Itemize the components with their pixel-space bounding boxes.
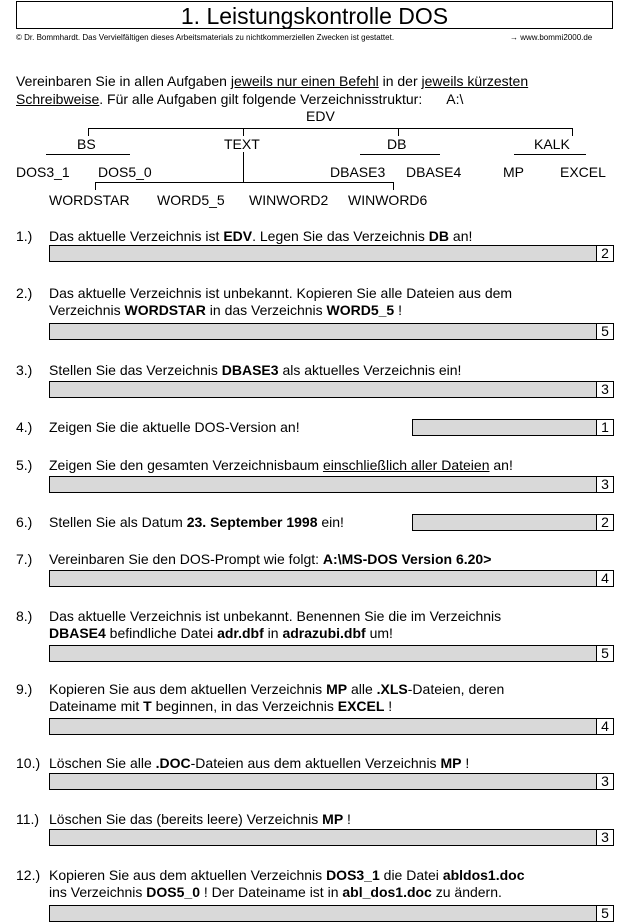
question-text: ein!: [317, 514, 344, 530]
question-text: zu ändern.: [431, 884, 502, 900]
answer-field[interactable]: [49, 645, 597, 662]
question-keyword: EDV: [223, 228, 253, 244]
question-text: Löschen Sie alle: [49, 755, 156, 771]
points-box: 1: [596, 419, 614, 436]
question-text: Das aktuelle Verzeichnis ist: [49, 228, 224, 244]
question-text: . Legen Sie das Verzeichnis: [252, 228, 429, 244]
question-line: [49, 867, 597, 884]
points-box: 3: [596, 381, 614, 398]
tree-node-wordstar: WORDSTAR: [49, 192, 130, 208]
question-text: beginnen, in das Verzeichnis: [151, 698, 338, 714]
question-text: in das Verzeichnis: [205, 302, 327, 318]
tree-line: [243, 152, 244, 182]
question-text: ins Verzeichnis: [49, 884, 147, 900]
question-keyword: .DOC: [155, 755, 191, 771]
question-text: befindliche Datei: [105, 625, 218, 641]
question-keyword: abldos1.doc: [442, 867, 525, 883]
tree-node-excel: EXCEL: [560, 164, 606, 180]
question-number: 8.): [16, 608, 33, 624]
tree-node-winword2: WINWORD2: [249, 192, 329, 208]
page-title: 1. Leistungskontrolle DOS: [16, 1, 613, 29]
question-number: 11.): [16, 811, 40, 827]
question-keyword: adrazubi.dbf: [282, 625, 366, 641]
question-text: Stellen Sie als Datum: [49, 514, 187, 530]
tree-node-bs: BS: [77, 136, 96, 152]
question-text: Zeigen Sie den gesamten Verzeichnisbaum: [49, 457, 323, 473]
tree-line: [46, 154, 130, 155]
question-number: 6.): [16, 514, 33, 530]
question-text: Kopieren Sie aus dem aktuellen Verzeichnis: [49, 681, 327, 697]
question-number: 1.): [16, 228, 33, 244]
intro-text-2: in der: [378, 73, 422, 89]
points-box: 3: [596, 829, 614, 846]
answer-field[interactable]: [49, 773, 597, 790]
question-line: [49, 228, 597, 245]
question-line: [49, 362, 597, 379]
points-box: 4: [596, 570, 614, 587]
intro-underline-2: jeweils kürzesten: [421, 73, 529, 89]
question-text: Verzeichnis: [49, 302, 125, 318]
question-text: an!: [489, 457, 513, 473]
question-keyword: .XLS: [376, 681, 408, 697]
tree-node-mp: MP: [503, 164, 524, 180]
question-keyword: DOS5_0: [146, 884, 200, 900]
question-keyword: MP: [322, 811, 344, 827]
points-box: 4: [596, 718, 614, 735]
answer-field[interactable]: [49, 245, 597, 262]
question-number: 9.): [16, 681, 33, 697]
tree-line: [398, 128, 399, 136]
tree-line: [95, 182, 393, 183]
tree-line: [572, 128, 573, 136]
question-keyword: MP: [326, 681, 348, 697]
question-number: 7.): [16, 551, 33, 567]
question-text: um!: [365, 625, 393, 641]
question-number: 2.): [16, 285, 33, 301]
question-text: Das aktuelle Verzeichnis ist unbekannt. Kopieren Sie alle Dateien aus dem: [49, 285, 513, 301]
question-keyword: DBASE4: [49, 625, 106, 641]
question-keyword: T: [143, 698, 152, 714]
tree-node-winword6: WINWORD6: [348, 192, 428, 208]
question-keyword: DB: [428, 228, 450, 244]
question-number: 10.): [16, 755, 41, 771]
question-keyword: EXCEL: [337, 698, 385, 714]
question-line: [49, 302, 597, 319]
question-number: 4.): [16, 419, 33, 435]
intro-underline-3: Schreibweise: [16, 91, 100, 107]
tree-line: [88, 128, 89, 136]
question-keyword: A:\MS-DOS Version 6.20>: [322, 551, 492, 567]
points-box: 2: [596, 245, 614, 262]
question-text: Vereinbaren Sie den DOS-Prompt wie folgt:: [49, 551, 323, 567]
question-keyword: abl_dos1.doc: [342, 884, 432, 900]
intro-text-3: . Für alle Aufgaben gilt folgende Verzeichnisstruktur:: [99, 91, 423, 107]
question-text: Löschen Sie das (bereits leere) Verzeichnis: [49, 811, 323, 827]
answer-field[interactable]: [49, 718, 597, 735]
question-keyword: adr.dbf: [217, 625, 264, 641]
question-emphasis: einschließlich aller Dateien: [322, 457, 490, 473]
question-text: an!: [449, 228, 473, 244]
points-box: 5: [596, 645, 614, 662]
question-number: 3.): [16, 362, 33, 378]
answer-field[interactable]: [49, 829, 597, 846]
points-box: 5: [596, 905, 614, 922]
question-line: [49, 698, 597, 715]
drive-root-label: A:\: [446, 91, 464, 107]
question-line: [49, 551, 597, 568]
tree-node-word55: WORD5_5: [157, 192, 225, 208]
question-keyword: MP: [440, 755, 462, 771]
question-text: die Datei: [379, 867, 443, 883]
question-line: [49, 625, 597, 642]
question-number: 5.): [16, 457, 33, 473]
points-box: 3: [596, 773, 614, 790]
answer-field[interactable]: [49, 381, 597, 398]
question-text: als aktuelles Verzeichnis ein!: [278, 362, 462, 378]
tree-node-db: DB: [387, 136, 407, 152]
question-text: !: [394, 302, 402, 318]
copyright-note: © Dr. Bommhardt. Das Vervielfältigen dieses Arbeitsmaterials zu nichtkommerziellen Zwecken ist gestattet.: [16, 33, 395, 42]
website-link: → www.bommi2000.de: [510, 33, 593, 42]
question-line: [49, 285, 597, 302]
question-line: [49, 884, 597, 901]
question-line: [49, 681, 597, 698]
question-line: [49, 755, 597, 772]
question-text: !: [384, 698, 393, 714]
question-keyword: WORD5_5: [326, 302, 395, 318]
answer-field[interactable]: [49, 905, 597, 922]
tree-line: [514, 154, 586, 155]
answer-field[interactable]: [412, 419, 597, 436]
question-text: Zeigen Sie die aktuelle DOS-Version an!: [49, 419, 300, 435]
question-text: Kopieren Sie aus dem aktuellen Verzeichnis: [49, 867, 327, 883]
question-text: !: [343, 811, 351, 827]
tree-node-dos3: DOS3_1: [16, 164, 70, 180]
question-text: in: [263, 625, 283, 641]
question-text: alle: [347, 681, 377, 697]
tree-node-dos5: DOS5_0: [98, 164, 152, 180]
tree-line: [95, 182, 96, 190]
question-keyword: DBASE3: [221, 362, 279, 378]
tree-line: [88, 128, 572, 129]
tree-node-dbase4: DBASE4: [406, 164, 462, 180]
question-line: [49, 608, 597, 625]
points-box: 2: [596, 514, 614, 531]
tree-node-dbase3: DBASE3: [330, 164, 386, 180]
tree-line: [243, 128, 244, 136]
question-text: !: [461, 755, 470, 771]
question-keyword: 23. September 1998: [186, 514, 318, 530]
tree-node-root: EDV: [306, 108, 335, 124]
tree-line: [360, 154, 440, 155]
question-text: ! Der Dateiname ist in: [199, 884, 343, 900]
tree-node-kalk: KALK: [534, 136, 570, 152]
question-text: -Dateien, deren: [407, 681, 505, 697]
points-box: 3: [596, 476, 614, 493]
question-text: Dateiname mit: [49, 698, 144, 714]
answer-field[interactable]: [49, 476, 597, 493]
tree-line: [393, 182, 394, 190]
answer-field[interactable]: [412, 514, 597, 531]
points-box: 5: [596, 323, 614, 340]
answer-field[interactable]: [49, 570, 597, 587]
tree-node-text: TEXT: [224, 136, 260, 152]
question-number: 12.): [16, 867, 41, 883]
question-text: Stellen Sie das Verzeichnis: [49, 362, 222, 378]
answer-field[interactable]: [49, 323, 597, 340]
question-keyword: WORDSTAR: [124, 302, 206, 318]
question-line: [49, 811, 597, 828]
question-line: [49, 457, 597, 474]
intro-text-1: Vereinbaren Sie in allen Aufgaben: [16, 73, 231, 89]
intro-underline-1: jeweils nur einen Befehl: [230, 73, 379, 89]
question-text: -Dateien aus dem aktuellen Verzeichnis: [190, 755, 441, 771]
question-text: Das aktuelle Verzeichnis ist unbekannt. Benennen Sie die im Verzeichnis: [49, 608, 502, 624]
question-keyword: DOS3_1: [326, 867, 380, 883]
instructions: [16, 72, 616, 108]
